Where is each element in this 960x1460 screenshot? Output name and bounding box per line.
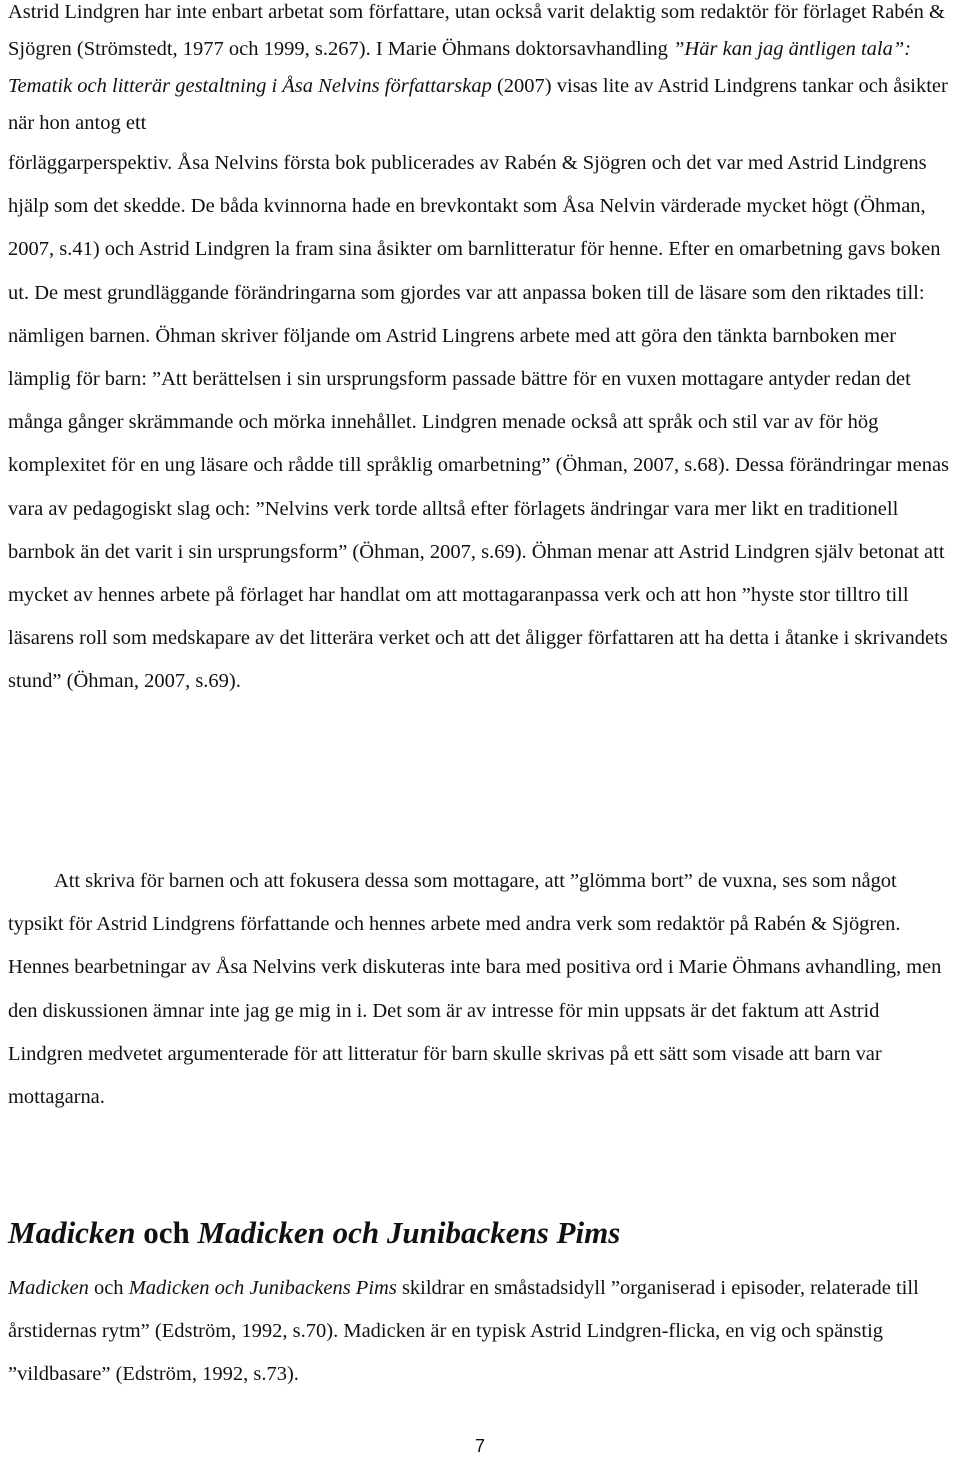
- section-run-2: och: [88, 1277, 129, 1299]
- thesis-title: ”Här kan jag äntligen tala”: Tematik och litterär gestaltning i Åsa Nelvins författarskap: [8, 38, 912, 97]
- paragraph-1-run-1: Astrid Lindgren har inte enbart arbetat som författare, utan också varit delaktig som redaktör för förlaget Rabén & Sjögren (Strömstedt, 1977 och 1999, s.267). I Marie Öhmans doktorsavhandling: [8, 1, 945, 60]
- paragraph-1-run-3: (2007) visas lite av Astrid Lindgrens tankar och åsikter när hon antog ett: [8, 75, 948, 134]
- paragraph-1: [8, 0, 956, 704]
- paragraph-2: [8, 860, 956, 1119]
- paragraph-2-text: Att skriva för barnen och att fokusera dessa som mottagare, att ”glömma bort” de vuxna, ses som något typsikt för Astrid Lindgrens författande och hennes arbete med andra verk som redaktör på Rabén & Sjögren. Hennes bearbetningar av Åsa Nelvins verk diskuteras inte bara med positiva ord i Marie Öhmans avhandling, men den diskussionen ämnar inte jag ge mig in i. Det som är av intresse för min uppsats är det faktum att Astrid Lindgren medvetet argumenterade för att litteratur för barn skulle skrivas på ett sätt som visade att barn var mottagarna.: [8, 870, 942, 1109]
- section-run-3: Madicken och Junibackens Pims: [128, 1277, 397, 1299]
- heading-title-1: Madicken: [8, 1215, 136, 1250]
- section-paragraph: [8, 1267, 956, 1397]
- heading-conjunction: och: [135, 1215, 198, 1250]
- section-run-4: skildrar en småstadsidyll ”organiserad i episoder, relaterade till årstidernas rytm” (Edström, 1992, s.70). Madicken är en typisk Astrid Lindgren-flicka, en vig och spänstig ”vildbasare” (Edström, 1992, s.73).: [8, 1277, 919, 1386]
- heading-title-2: Madicken och Junibackens Pims: [197, 1215, 621, 1250]
- section-heading: [8, 1213, 620, 1253]
- paragraph-1-continuation: förläggarperspektiv. Åsa Nelvins första bok publicerades av Rabén & Sjögren och det var med Astrid Lindgrens hjälp som det skedde. De båda kvinnorna hade en brevkontakt som Åsa Nelvin värderade mycket högt (Öhman, 2007, s.41) och Astrid Lindgren la fram sina åsikter om barnlitteratur för henne. Efter en omarbetning gavs boken ut. De mest grundläggande förändringarna som gjordes var att anpassa boken till de läsare som den riktades till: nämligen barnen. Öhman skriver följande om Astrid Lingrens arbete med att göra den tänkta barnboken mer lämplig för barn: ”Att berättelsen i sin ursprungsform passade bättre för en vuxen mottagare antyder redan det många gånger skrämmande och mörka innehållet. Lindgren menade också att språk och stil var av för hög komplexitet för en ung läsare och rådde till språklig omarbetning” (Öhman, 2007, s.68). Dessa förändringar menas vara av pedagogiskt slag och: ”Nelvins verk torde alltså efter förlagets ändringar vara mer likt en traditionell barnbok än det varit i sin ursprungsform” (Öhman, 2007, s.69). Öhman menar att Astrid Lindgren själv betonat att mycket av hennes arbete på förlaget har handlat om att mottagaranpassa verk och att hon ”hyste stor tilltro till läsarens roll som medskapare av det litterära verket och att det åligger författaren att ha detta i åtanke i skrivandets stund” (Öhman, 2007, s.69).: [8, 152, 950, 693]
- paragraph-1-opening: [8, 0, 956, 142]
- page-number: 7: [474, 1436, 485, 1456]
- section-run-1: Madicken: [8, 1277, 89, 1299]
